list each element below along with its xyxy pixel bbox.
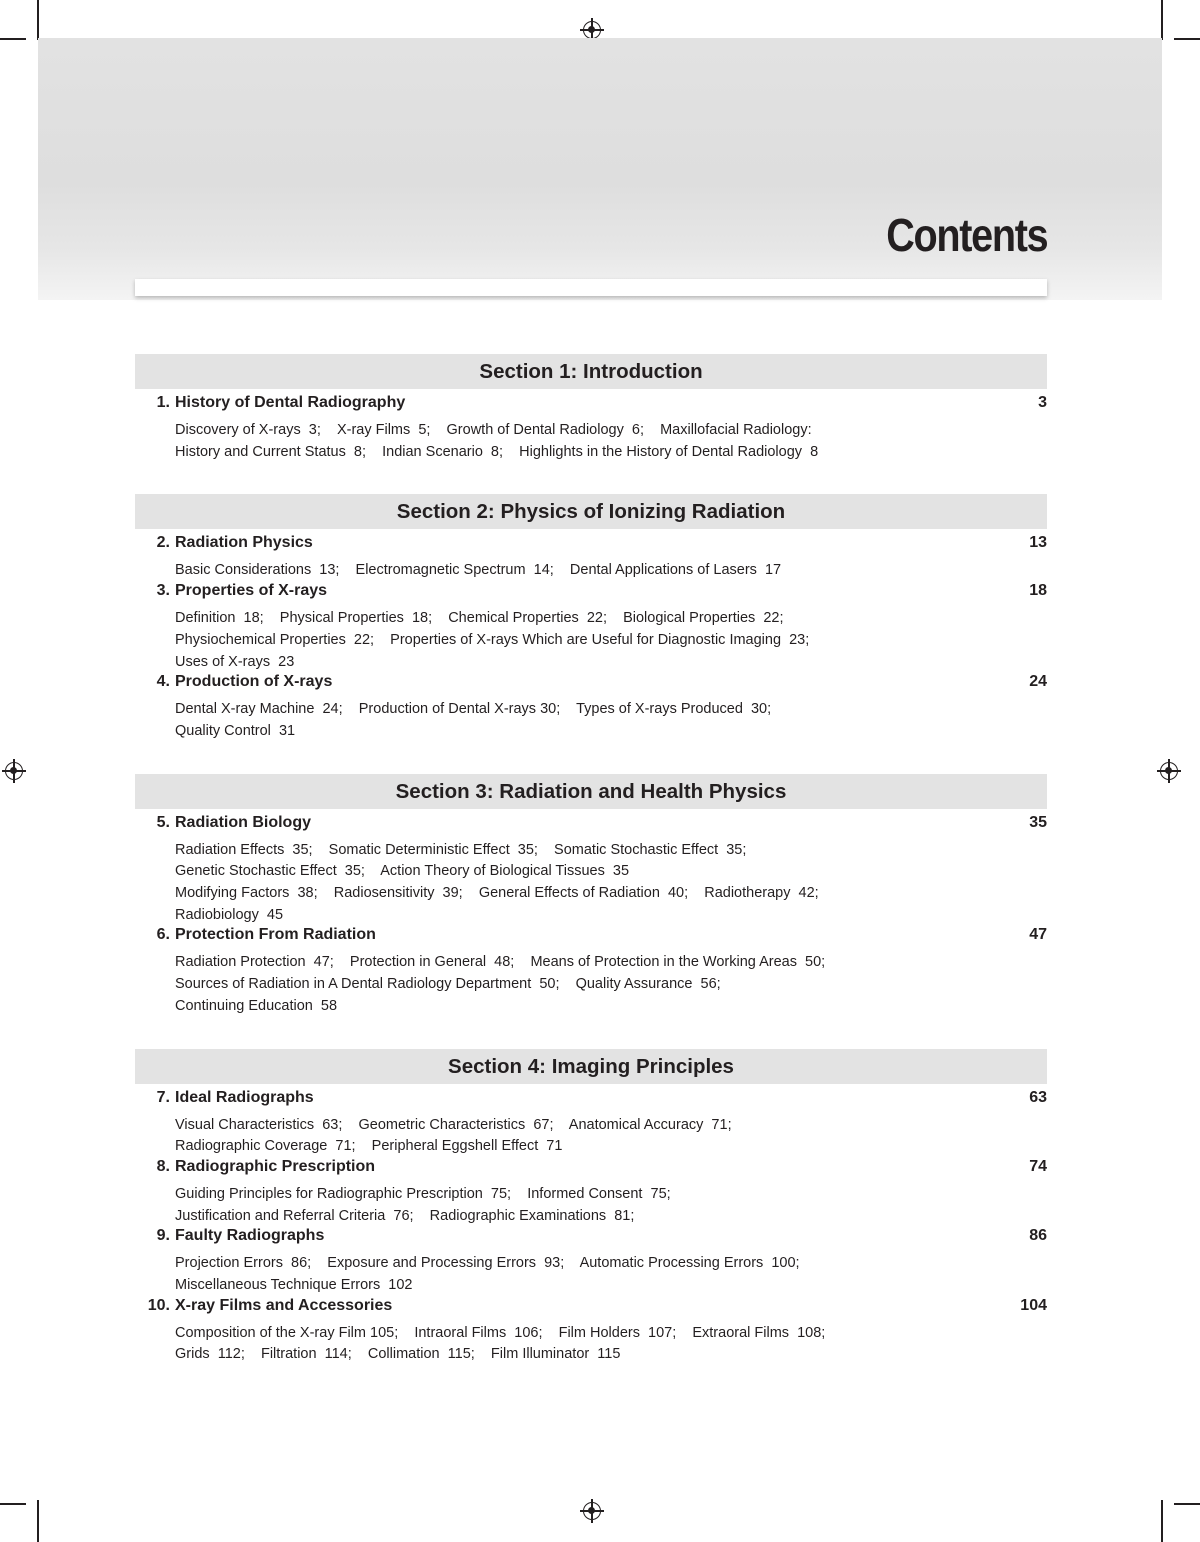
chapter-number: 8. xyxy=(156,1157,170,1175)
chapter-row xyxy=(135,582,1047,605)
topic-line: Continuing Education 58 xyxy=(175,997,338,1014)
topic-line: Modifying Factors 38; Radiosensitivity 39; General Effects of Radiation 40; Radiotherapy 42; xyxy=(175,885,819,902)
topic-line: Guiding Principles for Radiographic Prescription 75; Informed Consent 75; xyxy=(175,1185,671,1202)
topic-line: Physiochemical Properties 22; Properties of X-rays Which are Useful for Diagnostic Imaging 23; xyxy=(175,631,810,648)
topic-line: Radiation Protection 47; Protection in General 48; Means of Protection in the Working Areas 50; xyxy=(175,954,826,971)
chapter-row xyxy=(135,1158,1047,1181)
chapter-title: Radiographic Prescription xyxy=(175,1157,376,1175)
chapter-topics xyxy=(135,1250,1047,1296)
registration-mark-icon xyxy=(583,1502,601,1520)
chapter-row xyxy=(135,1089,1047,1112)
chapter-topics xyxy=(135,1112,1047,1158)
toc-chapter xyxy=(135,1158,1047,1227)
toc-chapter xyxy=(135,673,1047,742)
chapter-title: Radiation Biology xyxy=(175,813,311,831)
topic-line: Quality Control 31 xyxy=(175,722,296,739)
crop-mark xyxy=(1174,1503,1200,1505)
topic-line: Definition 18; Physical Properties 18; Chemical Properties 22; Biological Properties 22; xyxy=(175,610,784,627)
topic-line: Radiation Effects 35; Somatic Deterministic Effect 35; Somatic Stochastic Effect 35; xyxy=(175,841,747,858)
crop-mark xyxy=(1161,0,1163,40)
registration-mark-icon xyxy=(5,762,23,780)
toc-section xyxy=(135,1049,1047,1367)
topic-line: Sources of Radiation in A Dental Radiology Department 50; Quality Assurance 56; xyxy=(175,976,721,993)
chapter-title: Properties of X-rays xyxy=(175,582,328,600)
section-heading: Section 4: Imaging Principles xyxy=(135,1049,1047,1084)
topic-line: Genetic Stochastic Effect 35; Action Theory of Biological Tissues 35 xyxy=(175,863,630,880)
topic-line: Basic Considerations 13; Electromagnetic Spectrum 14; Dental Applications of Lasers 17 xyxy=(175,562,782,579)
toc-section xyxy=(135,494,1047,742)
chapter-number: 6. xyxy=(156,926,170,944)
toc-chapter xyxy=(135,814,1047,927)
toc-section xyxy=(135,354,1047,463)
chapter-number: 1. xyxy=(156,394,170,411)
chapter-title: Protection From Radiation xyxy=(175,926,376,944)
chapter-row xyxy=(135,673,1047,696)
chapter-row xyxy=(135,926,1047,949)
chapter-row xyxy=(135,814,1047,837)
chapter-topics xyxy=(135,417,1047,463)
section-heading: Section 2: Physics of Ionizing Radiation xyxy=(135,494,1047,529)
chapter-page-number: 47 xyxy=(1029,926,1047,944)
registration-mark-icon xyxy=(1160,762,1178,780)
topic-line: Justification and Referral Criteria 76; Radiographic Examinations 81; xyxy=(175,1207,635,1224)
chapter-number: 10. xyxy=(147,1296,170,1314)
chapter-title: Production of X-rays xyxy=(175,673,333,691)
chapter-topics xyxy=(135,1181,1047,1227)
crop-mark xyxy=(1161,1500,1163,1542)
chapter-title: History of Dental Radiography xyxy=(175,394,406,411)
chapter-topics xyxy=(135,605,1047,673)
section-heading: Section 1: Introduction xyxy=(135,354,1047,389)
chapter-row xyxy=(135,394,1047,417)
chapter-page-number: 86 xyxy=(1029,1227,1047,1245)
page-title: Contents xyxy=(885,209,1047,261)
topic-line: Miscellaneous Technique Errors 102 xyxy=(175,1277,413,1294)
chapter-row xyxy=(135,534,1047,557)
chapter-page-number: 104 xyxy=(1020,1296,1047,1314)
chapter-page-number: 74 xyxy=(1029,1157,1047,1175)
topic-line: Composition of the X-ray Film 105; Intraoral Films 106; Film Holders 107; Extraoral Films 108; xyxy=(175,1324,826,1341)
topic-line: History and Current Status 8; Indian Scenario 8; Highlights in the History of Dental Radiology 8 xyxy=(175,443,819,460)
chapter-row xyxy=(135,1227,1047,1250)
topic-line: Discovery of X-rays 3; X-ray Films 5; Growth of Dental Radiology 6; Maxillofacial Radiology: xyxy=(175,422,812,438)
chapter-number: 9. xyxy=(156,1227,170,1245)
chapter-title: X-ray Films and Accessories xyxy=(175,1296,393,1314)
chapter-page-number: 24 xyxy=(1029,673,1047,691)
topic-line: Radiobiology 45 xyxy=(175,906,284,923)
chapter-topics xyxy=(135,1320,1047,1366)
chapter-number: 7. xyxy=(156,1088,170,1106)
chapter-topics xyxy=(135,949,1047,1017)
topic-line: Visual Characteristics 63; Geometric Characteristics 67; Anatomical Accuracy 71; xyxy=(175,1116,732,1133)
chapter-number: 3. xyxy=(156,582,170,600)
toc-chapter xyxy=(135,926,1047,1017)
chapter-row xyxy=(135,1297,1047,1320)
toc-section xyxy=(135,774,1047,1018)
chapter-title: Ideal Radiographs xyxy=(175,1088,314,1106)
section-heading: Section 3: Radiation and Health Physics xyxy=(135,774,1047,809)
topic-line: Radiographic Coverage 71; Peripheral Eggshell Effect 71 xyxy=(175,1138,563,1155)
chapter-title: Faulty Radiographs xyxy=(175,1227,325,1245)
crop-mark xyxy=(1174,38,1200,40)
topic-line: Projection Errors 86; Exposure and Processing Errors 93; Automatic Processing Errors 100; xyxy=(175,1255,800,1272)
chapter-topics xyxy=(135,557,1047,582)
chapter-topics xyxy=(135,696,1047,742)
crop-mark xyxy=(0,38,26,40)
chapter-number: 4. xyxy=(156,673,170,691)
topic-line: Grids 112; Filtration 114; Collimation 115; Film Illuminator 115 xyxy=(175,1346,621,1363)
chapter-topics xyxy=(135,837,1047,927)
toc-chapter xyxy=(135,1089,1047,1158)
registration-mark-icon xyxy=(583,21,601,39)
chapter-title: Radiation Physics xyxy=(175,534,313,552)
chapter-page-number: 18 xyxy=(1029,582,1047,600)
toc-chapter xyxy=(135,534,1047,582)
toc-chapter xyxy=(135,1227,1047,1296)
chapter-page-number: 3 xyxy=(1038,394,1047,411)
crop-mark xyxy=(37,0,39,40)
chapter-number: 2. xyxy=(156,534,170,552)
toc-chapter xyxy=(135,394,1047,463)
crop-mark xyxy=(0,1503,26,1505)
topic-line: Uses of X-rays 23 xyxy=(175,653,295,670)
chapter-number: 5. xyxy=(156,813,170,831)
toc-chapter xyxy=(135,582,1047,673)
chapter-page-number: 13 xyxy=(1029,534,1047,552)
crop-mark xyxy=(37,1500,39,1542)
table-of-contents xyxy=(135,354,1047,1397)
topic-line: Dental X-ray Machine 24; Production of Dental X-rays 30; Types of X-rays Produced 30; xyxy=(175,701,772,718)
toc-chapter xyxy=(135,1297,1047,1366)
chapter-page-number: 63 xyxy=(1029,1088,1047,1106)
chapter-page-number: 35 xyxy=(1029,813,1047,831)
title-underline-bar xyxy=(135,279,1047,296)
